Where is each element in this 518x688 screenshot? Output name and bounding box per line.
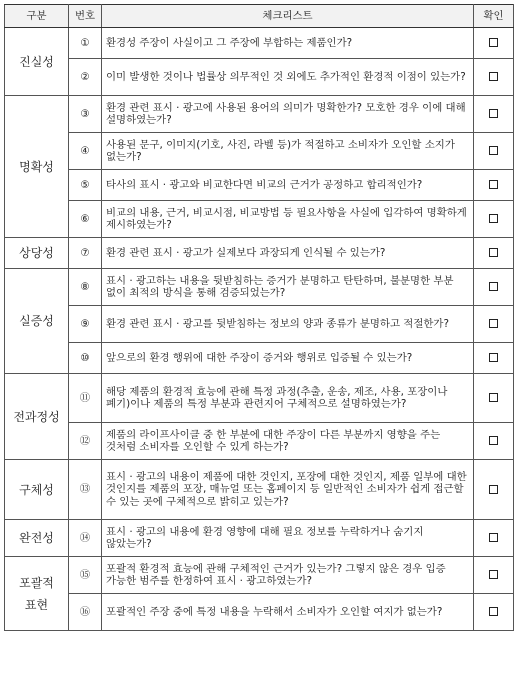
confirm-checkbox[interactable]: [489, 570, 498, 579]
confirm-checkbox[interactable]: [489, 72, 498, 81]
item-number: [69, 28, 102, 59]
checklist-item-text: 제품의 라이프사이클 중 한 부분에 대한 주장이 다른 부분까지 영향을 주는 것처럼 소비자를 오인할 수 있게 하는가?: [102, 423, 474, 460]
table-row: [5, 28, 514, 59]
confirm-checkbox[interactable]: [489, 248, 498, 257]
item-number: [69, 460, 102, 520]
confirm-checkbox[interactable]: [489, 180, 498, 189]
header-category: 구분: [5, 5, 69, 28]
confirm-checkbox[interactable]: [489, 214, 498, 223]
table-row: [5, 306, 514, 343]
item-number: [69, 594, 102, 631]
category-label: 완전성: [5, 520, 69, 557]
item-number-label: ⑤: [80, 178, 90, 191]
header-row: [5, 5, 514, 28]
item-number: [69, 96, 102, 133]
item-number-label: ⑦: [80, 246, 90, 259]
category-label: 명확성: [5, 96, 69, 238]
item-number: [69, 343, 102, 374]
confirm-cell: [474, 269, 514, 306]
table-row: [5, 59, 514, 96]
table-row: [5, 238, 514, 269]
confirm-checkbox[interactable]: [489, 436, 498, 445]
checklist-item-text: 포괄적 환경적 효능에 관해 구체적인 근거가 있는가? 그렇지 않은 경우 입증 가능한 범주를 한정하여 표시 · 광고하였는가?: [102, 557, 474, 594]
item-number-label: ③: [80, 107, 90, 120]
item-number: [69, 238, 102, 269]
item-number: [69, 557, 102, 594]
confirm-checkbox[interactable]: [489, 607, 498, 616]
table-row: [5, 133, 514, 170]
confirm-cell: [474, 238, 514, 269]
category-label: 상당성: [5, 238, 69, 269]
header-number: 번호: [69, 5, 102, 28]
table-row: [5, 96, 514, 133]
item-number-label: ⑯: [79, 605, 91, 618]
item-number: [69, 374, 102, 423]
confirm-cell: [474, 170, 514, 201]
table-row: [5, 557, 514, 594]
confirm-checkbox[interactable]: [489, 38, 498, 47]
confirm-cell: [474, 423, 514, 460]
item-number: [69, 59, 102, 96]
checklist-item-text: 포괄적인 주장 중에 특정 내용을 누락해서 소비자가 오인할 여지가 없는가?: [102, 594, 474, 631]
confirm-cell: [474, 201, 514, 238]
checklist-item-text: 표시 · 광고의 내용이 제품에 대한 것인지, 포장에 대한 것인지, 제품 일부에 대한 것인지를 제품의 포장, 매뉴얼 또는 홈페이지 등 일반적인 소비자가 쉽게 접근할 수 있는 곳에 구체적으로 밝히고 있는가?: [102, 460, 474, 520]
confirm-checkbox[interactable]: [489, 319, 498, 328]
table-row: [5, 423, 514, 460]
table-row: [5, 269, 514, 306]
item-number-label: ⑥: [80, 212, 90, 225]
item-number-label: ⑬: [79, 483, 91, 496]
checklist-item-text: 이미 발생한 것이나 법률상 의무적인 것 외에도 추가적인 환경적 이점이 있는가?: [102, 59, 474, 96]
confirm-cell: [474, 306, 514, 343]
confirm-checkbox[interactable]: [489, 353, 498, 362]
item-number-label: ⑫: [79, 434, 91, 447]
confirm-cell: [474, 594, 514, 631]
table-row: [5, 343, 514, 374]
item-number-label: ⑧: [80, 280, 90, 293]
checklist-table: [4, 4, 514, 631]
confirm-cell: [474, 520, 514, 557]
table-row: [5, 594, 514, 631]
confirm-cell: [474, 460, 514, 520]
checklist-item-text: 환경 관련 표시 · 광고에 사용된 용어의 의미가 명확한가? 모호한 경우 이에 대해 설명하였는가?: [102, 96, 474, 133]
item-number-label: ⑩: [80, 351, 90, 364]
confirm-checkbox[interactable]: [489, 533, 498, 542]
checklist-item-text: 해당 제품의 환경적 효능에 관해 특정 과정(추출, 운송, 제조, 사용, 포장이나 폐기)이나 제품의 특정 부분과 관련지어 구체적으로 설명하였는가?: [102, 374, 474, 423]
item-number-label: ⑨: [80, 317, 90, 330]
confirm-cell: [474, 343, 514, 374]
table-row: [5, 201, 514, 238]
checklist-body: [5, 28, 514, 631]
item-number: [69, 133, 102, 170]
item-number-label: ①: [80, 36, 90, 49]
checklist-item-text: 타사의 표시 · 광고와 비교한다면 비교의 근거가 공정하고 합리적인가?: [102, 170, 474, 201]
confirm-checkbox[interactable]: [489, 282, 498, 291]
item-number: [69, 423, 102, 460]
item-number-label: ⑪: [79, 391, 91, 404]
checklist-item-text: 환경 관련 표시 · 광고가 실제보다 과장되게 인식될 수 있는가?: [102, 238, 474, 269]
confirm-checkbox[interactable]: [489, 485, 498, 494]
confirm-checkbox[interactable]: [489, 109, 498, 118]
confirm-cell: [474, 59, 514, 96]
item-number-label: ②: [80, 70, 90, 83]
checklist-item-text: 표시 · 광고하는 내용을 뒷받침하는 증거가 분명하고 탄탄하며, 불분명한 부분 없이 최적의 방식을 통해 검증되었는가?: [102, 269, 474, 306]
category-label: 실증성: [5, 269, 69, 374]
table-row: [5, 374, 514, 423]
item-number: [69, 170, 102, 201]
table-row: [5, 170, 514, 201]
confirm-cell: [474, 133, 514, 170]
item-number-label: ④: [80, 144, 90, 157]
item-number: [69, 306, 102, 343]
header-confirm: 확인: [474, 5, 514, 28]
checklist-item-text: 환경성 주장이 사실이고 그 주장에 부합하는 제품인가?: [102, 28, 474, 59]
item-number-label: ⑮: [79, 568, 91, 581]
category-label: 구체성: [5, 460, 69, 520]
confirm-checkbox[interactable]: [489, 393, 498, 402]
checklist-item-text: 표시 · 광고의 내용에 환경 영향에 대해 필요 정보를 누락하거나 숨기지 않았는가?: [102, 520, 474, 557]
item-number: [69, 520, 102, 557]
category-label: 포괄적 표현: [5, 557, 69, 631]
checklist-item-text: 앞으로의 환경 행위에 대한 주장이 증거와 행위로 입증될 수 있는가?: [102, 343, 474, 374]
item-number: [69, 269, 102, 306]
header-checklist: 체크리스트: [102, 5, 474, 28]
category-label: 진실성: [5, 28, 69, 96]
checklist-item-text: 비교의 내용, 근거, 비교시점, 비교방법 등 필요사항을 사실에 입각하여 명확하게 제시하였는가?: [102, 201, 474, 238]
table-row: [5, 460, 514, 520]
category-label: 전과정성: [5, 374, 69, 460]
confirm-checkbox[interactable]: [489, 146, 498, 155]
confirm-cell: [474, 28, 514, 59]
confirm-cell: [474, 96, 514, 133]
checklist-item-text: 사용된 문구, 이미지(기호, 사진, 라벨 등)가 적절하고 소비자가 오인할 소지가 없는가?: [102, 133, 474, 170]
item-number: [69, 201, 102, 238]
item-number-label: ⑭: [79, 531, 91, 544]
checklist-item-text: 환경 관련 표시 · 광고를 뒷받침하는 정보의 양과 종류가 분명하고 적절한가?: [102, 306, 474, 343]
table-row: [5, 520, 514, 557]
confirm-cell: [474, 374, 514, 423]
confirm-cell: [474, 557, 514, 594]
